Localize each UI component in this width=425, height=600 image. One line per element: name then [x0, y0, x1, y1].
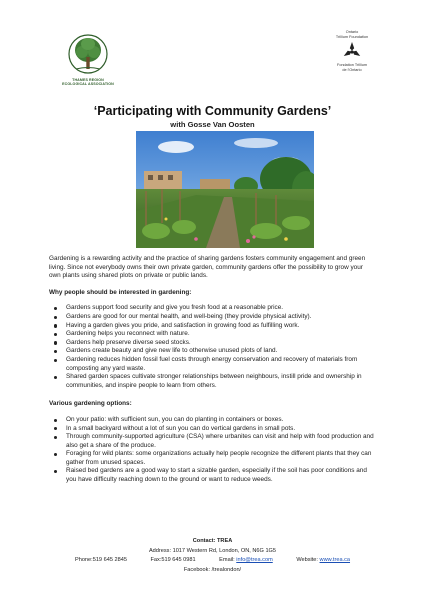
why-list	[49, 304, 375, 390]
address-line: Address: 1017 Western Rd, London, ON, N6G 1G5	[148, 547, 277, 554]
contact-heading: Contact: TREA	[192, 538, 233, 544]
contact-footer	[0, 537, 425, 575]
phone-text: Phone:519 645 2845	[74, 557, 127, 564]
page-title: ‘Participating with Community Gardens’	[93, 104, 332, 118]
list-item: In a small backyard without a lot of sun you can do vertical gardens in small pots.	[49, 425, 375, 434]
website-group	[296, 557, 350, 563]
trea-logo	[62, 33, 114, 87]
fax-text: Fax:519 645 0981	[150, 557, 196, 564]
intro-paragraph: Gardening is a rewarding activity and the practice of sharing gardens fosters community engagement and green living. Since not everybody owns their own private garden, community gardens offer the possibility to grow your own plants using shared plots on private or public lands.	[49, 255, 366, 280]
list-item: Gardens are good for our mental health, and well-being (they provide physical activity).	[49, 313, 375, 322]
list-item: On your patio: with sufficient sun, you can do planting in containers or boxes.	[49, 416, 375, 425]
trea-logo-text: THAMES REGION ECOLOGICAL ASSOCIATION	[62, 78, 114, 87]
options-list	[49, 416, 375, 485]
list-item: Gardens help preserve diverse seed stocks.	[49, 339, 375, 348]
email-label: Email:	[219, 557, 235, 564]
facebook-line: Facebook: /trealondon/	[183, 566, 242, 573]
section-heading-options: Various gardening options:	[49, 400, 132, 408]
section-heading-why: Why people should be interested in gardening:	[49, 288, 192, 296]
list-item: Foraging for wild plants: some organizations actually help people recognize the different plants that they can gather from unused spaces.	[49, 450, 375, 467]
page-subtitle: with Gosse Van Oosten	[170, 120, 255, 129]
trillium-foundation-logo	[322, 30, 382, 72]
list-item: Having a garden gives you pride, and satisfaction in growing food as fulfilling work.	[49, 322, 375, 331]
list-item: Gardening helps you reconnect with nature.	[49, 330, 375, 339]
website-label: Website:	[296, 557, 318, 564]
list-item: Through community-supported agriculture (CSA) where urbanites can visit and help with food production and also get a share of the produce.	[49, 433, 375, 450]
community-garden-photo	[136, 131, 314, 248]
list-item: Gardening reduces hidden fossil fuel costs through energy conservation and recovery of materials from composting any yard waste.	[49, 356, 375, 373]
otf-line-1: Ontario	[345, 30, 359, 34]
trillium-flower-icon	[342, 41, 362, 61]
otf-line-2: Trillium Foundation	[335, 34, 369, 39]
list-item: Shared garden spaces cultivate stronger relationships between neighbours, instill pride and ownership in communities, and inspire people to learn from others.	[49, 373, 375, 390]
email-group	[219, 557, 273, 563]
list-item: Gardens support food security and give you fresh food at a reasonable price.	[49, 304, 375, 313]
otf-line-3: Fondation Trillium	[337, 63, 367, 68]
otf-line-4: de l'Ontario	[342, 67, 362, 72]
list-item: Gardens create beauty and give new life to otherwise unused plots of land.	[49, 347, 375, 356]
website-link[interactable]: www.trea.ca	[319, 557, 351, 564]
article-body	[49, 255, 375, 495]
email-link[interactable]: info@trea.com	[236, 557, 273, 564]
tree-emblem-icon	[68, 33, 108, 77]
contact-row	[0, 556, 425, 566]
list-item: Raised bed gardens are a good way to start a sizable garden, especially if the soil has poor conditions and you have difficulty reaching down to the ground or want to reduce weeds.	[49, 467, 375, 484]
